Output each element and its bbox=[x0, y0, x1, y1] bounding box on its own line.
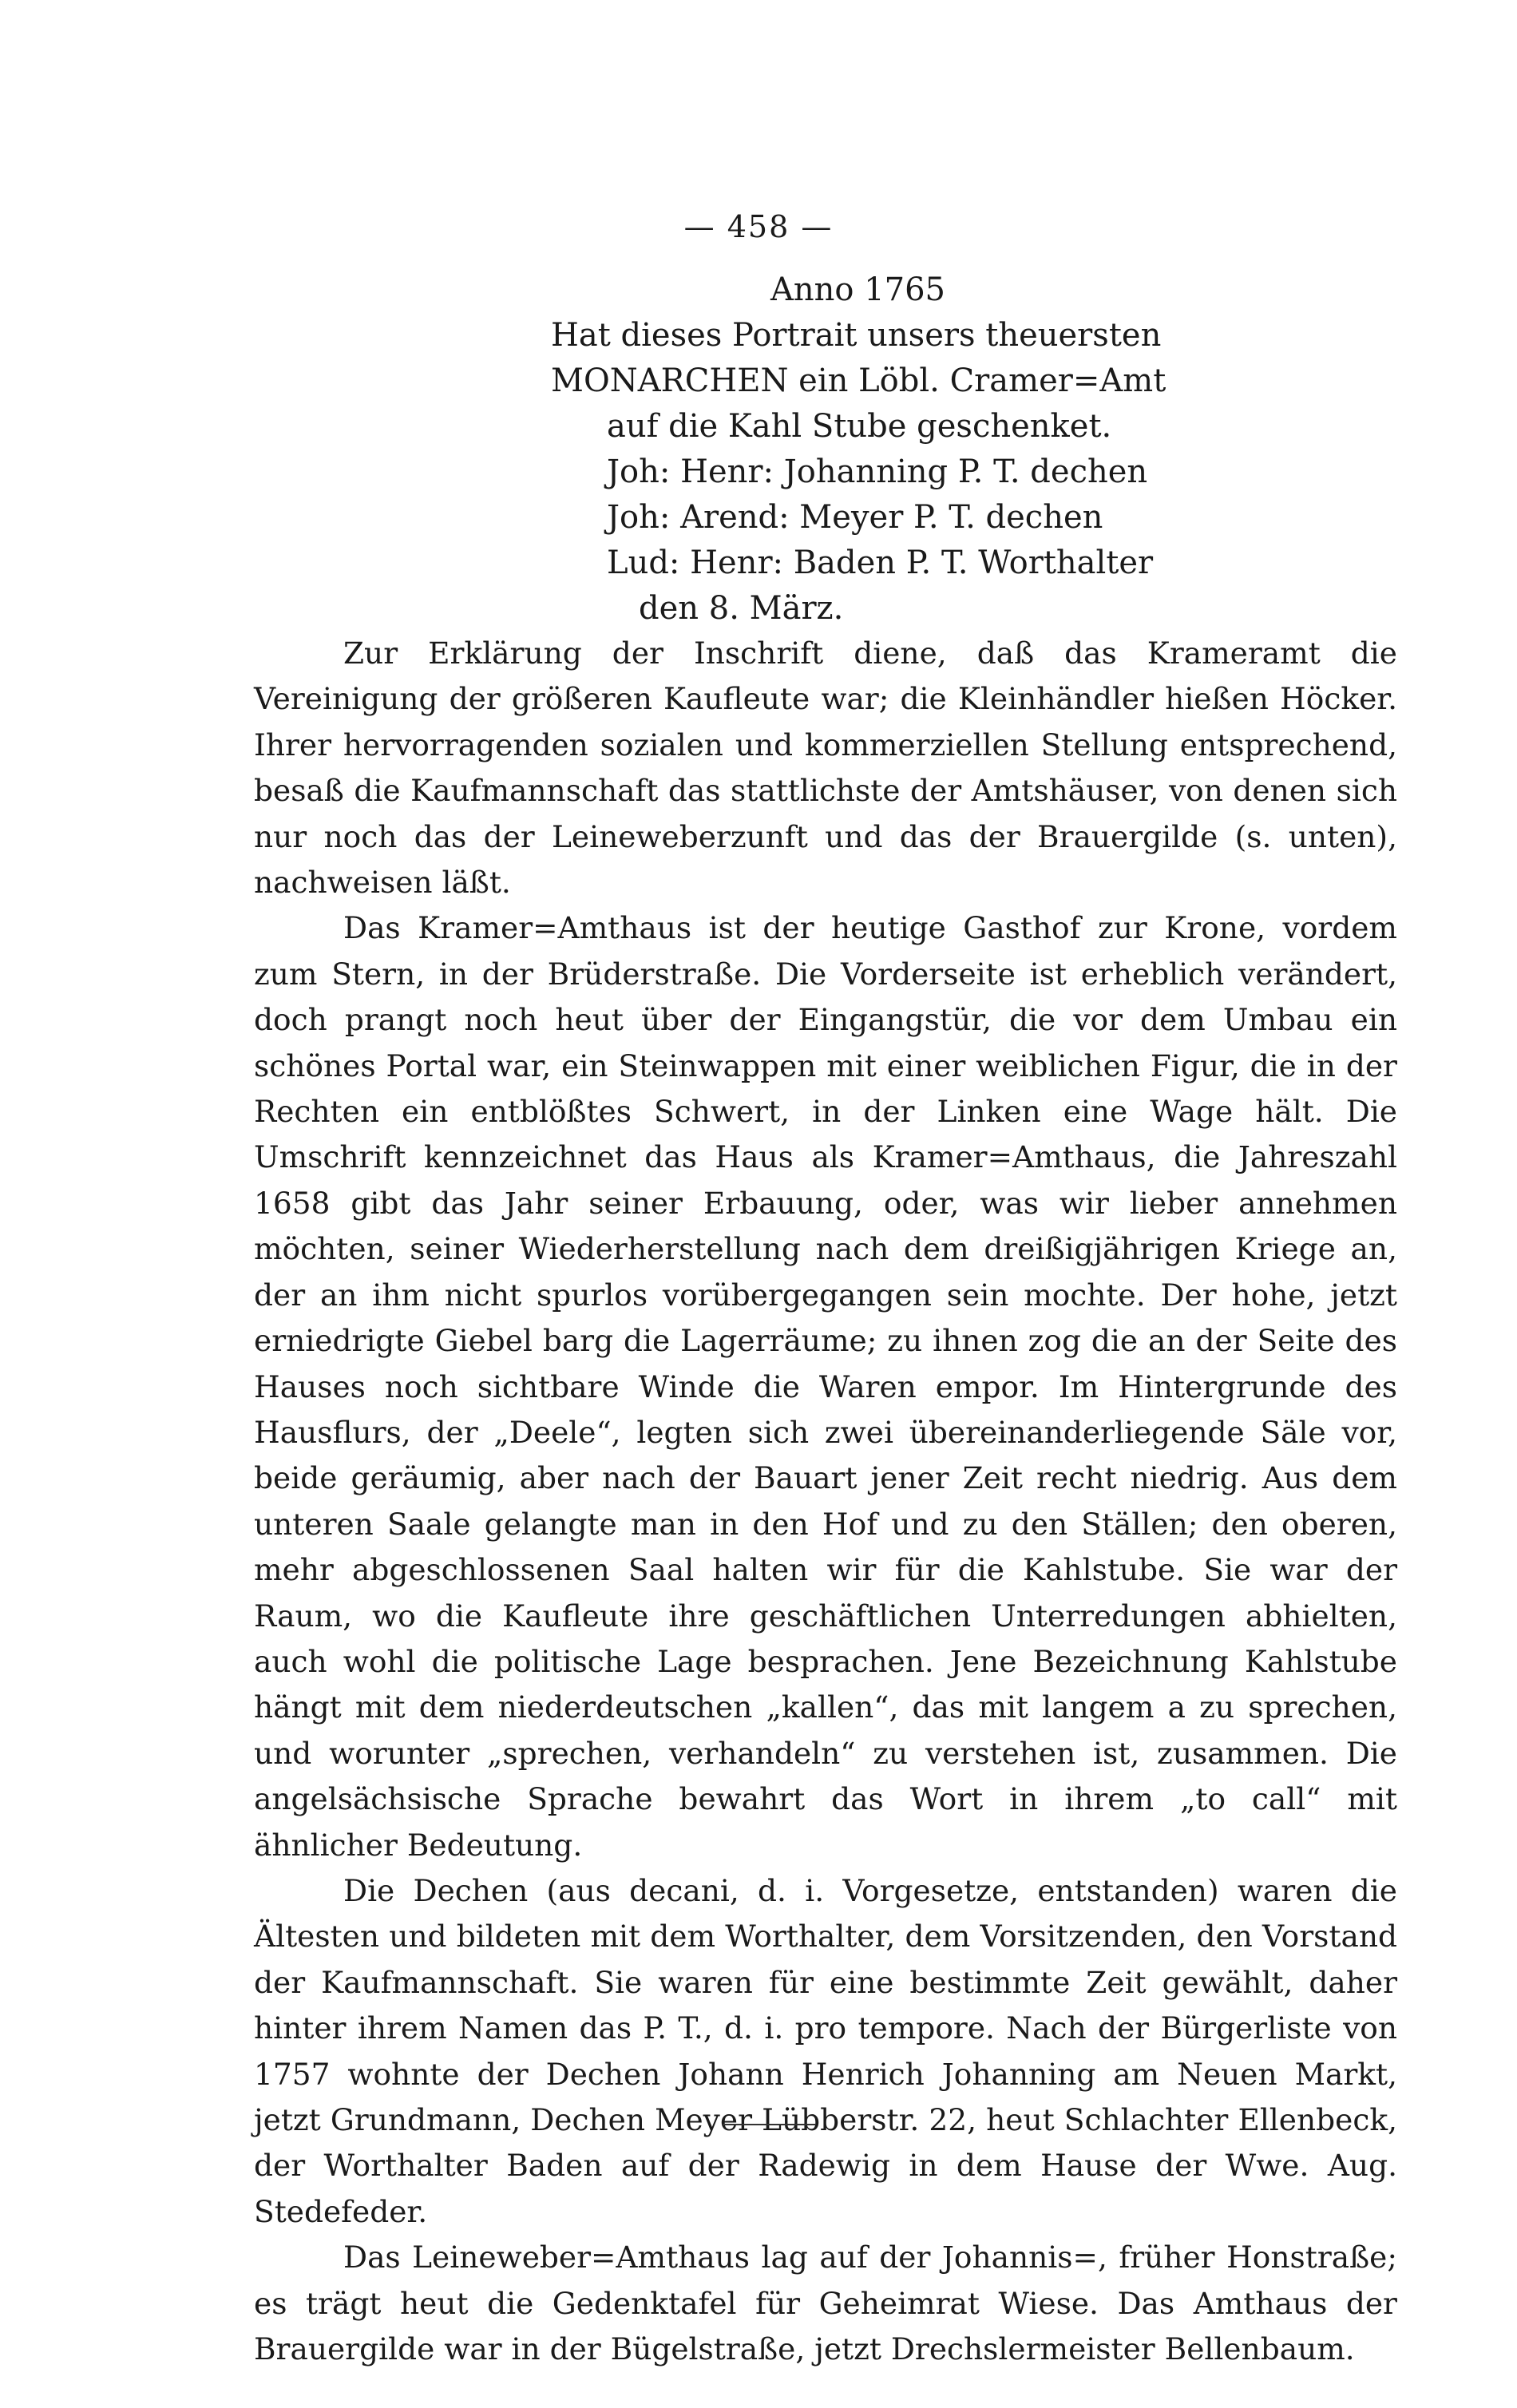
paragraph: Zur Erklärung der Inschrift diene, daß das Krameramt die Vereinigung der größeren Kaufleute war; die Kleinhändler hießen Höcker. Ihrer hervorragenden sozialen und kommerziellen Stellung entsprechend, besaß die Kaufmannschaft das stattlichste der Amtshäuser, von denen sich nur noch das der Leineweberzunft und das der Brauergilde (s. unten), nachweisen läßt. bbox=[254, 636, 1397, 901]
page-number: — 458 — bbox=[683, 209, 834, 244]
inscription-line: Hat dieses Portrait unsers theuersten bbox=[551, 317, 1162, 354]
closing-rule bbox=[723, 2124, 815, 2125]
paragraph: Das Kramer=Amthaus ist der heutige Gasthof zur Krone, vordem zum Stern, in der Brüderstraße. Die Vorderseite ist erheblich verändert, doch prangt noch heut über der Eingangstür, die vor dem Umbau ein schönes Portal war, ein Steinwappen mit einer weiblichen Figur, die in der Rechten ein entblößtes Schwert, in der Linken eine Wage hält. Die Umschrift kennzeichnet das Haus als Kramer=Amthaus, die Jahreszahl 1658 gibt das Jahr seiner Erbauung, oder, was wir lieber annehmen möchten, seiner Wiederherstellung nach dem dreißigjährigen Kriege an, der an ihm nicht spurlos vorübergegangen sein mochte. Der hohe, jetzt erniedrigte Giebel barg die Lagerräume; zu ihnen zog die an der Seite des Hauses noch sichtbare Winde die Waren empor. Im Hintergrunde des Hausflurs, der „Deele“, legten sich zwei übereinanderliegende Säle vor, beide geräumig, aber nach der Bauart jener Zeit recht niedrig. Aus dem unteren Saale gelangte man in den Hof und zu den Ställen; den oberen, mehr abgeschlossenen Saal halten wir für die Kahlstube. Sie war der Raum, wo die Kaufleute ihre geschäftlichen Unterredungen abhielten, auch wohl die politische Lage besprachen. Jene Bezeichnung Kahlstube hängt mit dem niederdeutschen „kallen“, das mit langem a zu sprechen, und worunter „sprechen, verhandeln“ zu verstehen ist, zusammen. Die angelsächsische Sprache bewahrt das Wort in ihrem „to call“ mit ähnlicher Bedeutung. bbox=[254, 910, 1397, 1863]
inscription-line: auf die Kahl Stube geschenket. bbox=[607, 408, 1112, 445]
inscription-line: den 8. März. bbox=[639, 590, 844, 627]
inscription-line: Joh: Arend: Meyer P. T. dechen bbox=[607, 499, 1103, 536]
paragraph: Die Dechen (aus decani, d. i. Vorgesetze, entstanden) waren die Ältesten und bildeten mit dem Worthalter, dem Vorsitzenden, den Vorstand der Kaufmannschaft. Sie waren für eine bestimmte Zeit gewählt, daher hinter ihrem Namen das P. T., d. i. pro tempore. Nach der Bürgerliste von 1757 wohnte der Dechen Johann Henrich Johanning am Neuen Markt, jetzt Grundmann, Dechen Meyer Lübberstr. 22, heut Schlachter Ellenbeck, der Worthalter Baden auf der Radewig in dem Hause der Wwe. Aug. Stedefeder. bbox=[254, 1872, 1397, 2229]
inscription-line: MONARCHEN ein Löbl. Cramer=Amt bbox=[551, 362, 1166, 399]
body-text bbox=[254, 631, 1397, 2372]
inscription-line: Joh: Henr: Johanning P. T. dechen bbox=[607, 453, 1148, 490]
paragraph: Das Leineweber=Amthaus lag auf der Johannis=, früher Honstraße; es trägt heut die Gedenktafel für Geheimrat Wiese. Das Amthaus der Brauergilde war in der Bügelstraße, jetzt Drechslermeister Bellenbaum. bbox=[254, 2240, 1397, 2367]
inscription-block bbox=[551, 267, 1206, 632]
inscription-line: Anno 1765 bbox=[770, 271, 946, 308]
inscription-line: Lud: Henr: Baden P. T. Worthalter bbox=[607, 545, 1154, 581]
